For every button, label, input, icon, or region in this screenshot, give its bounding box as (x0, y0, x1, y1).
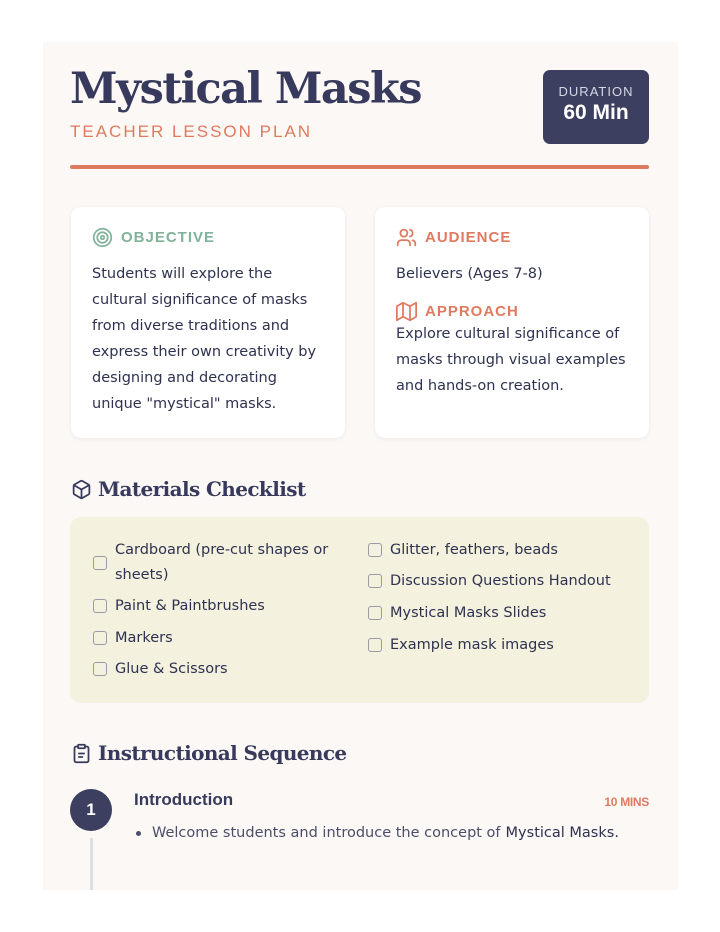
material-item (368, 569, 611, 594)
material-label: sheets) (115, 567, 169, 583)
materials-panel (70, 517, 649, 703)
approach-line: masks through visual examples (396, 352, 626, 368)
approach-heading (396, 301, 519, 322)
objective-label: OBJECTIVE (121, 229, 216, 246)
header-divider (70, 165, 649, 169)
objective-card (71, 207, 345, 438)
objective-line: designing and decorating (92, 370, 277, 386)
approach-line: and hands-on creation. (396, 378, 564, 394)
sequence-heading (71, 741, 347, 765)
step-bullet-text: Welcome students and introduce the concept of (152, 825, 501, 841)
approach-text (396, 321, 626, 399)
objective-line: unique "mystical" masks. (92, 396, 277, 412)
materials-title: Materials Checklist (98, 477, 306, 501)
target-icon (92, 227, 113, 248)
step-bullet-end: . (614, 825, 619, 841)
step-duration: 10 MINS (604, 795, 649, 809)
step-bullet (134, 820, 619, 846)
material-checkbox[interactable] (93, 631, 107, 645)
audience-text: Believers (Ages 7-8) (396, 266, 543, 282)
duration-value: 60 Min (563, 101, 629, 124)
material-label: Markers (115, 630, 173, 646)
material-label: Discussion Questions Handout (390, 573, 611, 589)
audience-approach-card (375, 207, 649, 438)
material-label: Paint & Paintbrushes (115, 598, 265, 614)
materials-heading (71, 477, 306, 501)
duration-label: DURATION (558, 84, 634, 99)
step-number: 1 (70, 789, 112, 831)
objective-line: express their own creativity by (92, 344, 317, 360)
clipboard-icon (71, 743, 92, 764)
approach-line: Explore cultural significance of (396, 326, 620, 342)
audience-heading (396, 227, 511, 248)
step-bullet-emphasis: Mystical Masks (505, 825, 615, 841)
material-label: Glitter, feathers, beads (390, 542, 558, 558)
map-icon (396, 301, 417, 322)
material-item (368, 601, 546, 626)
audience-label: AUDIENCE (425, 229, 512, 246)
sequence-title: Instructional Sequence (98, 741, 347, 765)
step-title: Introduction (134, 790, 234, 809)
objective-heading (92, 227, 215, 248)
material-item (93, 626, 173, 651)
material-checkbox[interactable] (93, 599, 107, 613)
bullet-dot (136, 831, 141, 836)
page-subtitle: TEACHER LESSON PLAN (70, 122, 313, 141)
lesson-plan-page (43, 42, 678, 890)
users-icon (396, 227, 417, 248)
approach-label: APPROACH (425, 303, 519, 320)
objective-line: cultural significance of masks (92, 292, 308, 308)
objective-text (92, 261, 316, 417)
material-item (368, 538, 558, 563)
material-checkbox[interactable] (368, 543, 382, 557)
objective-line: from diverse traditions and (92, 318, 290, 334)
duration-badge (543, 70, 649, 144)
step-connector (90, 838, 93, 890)
material-checkbox[interactable] (368, 606, 382, 620)
material-item (93, 657, 228, 682)
box-icon (71, 479, 92, 500)
material-checkbox[interactable] (93, 556, 107, 570)
material-item (93, 594, 265, 619)
material-checkbox[interactable] (368, 574, 382, 588)
material-label: Example mask images (390, 637, 554, 653)
material-item (368, 633, 554, 658)
material-checkbox[interactable] (368, 638, 382, 652)
objective-line: Students will explore the (92, 266, 273, 282)
page-title: Mystical Masks (70, 64, 422, 114)
material-label: Glue & Scissors (115, 661, 228, 677)
material-item (93, 538, 328, 588)
material-checkbox[interactable] (93, 662, 107, 676)
material-label: Cardboard (pre-cut shapes or (115, 542, 329, 558)
material-label: Mystical Masks Slides (390, 605, 547, 621)
